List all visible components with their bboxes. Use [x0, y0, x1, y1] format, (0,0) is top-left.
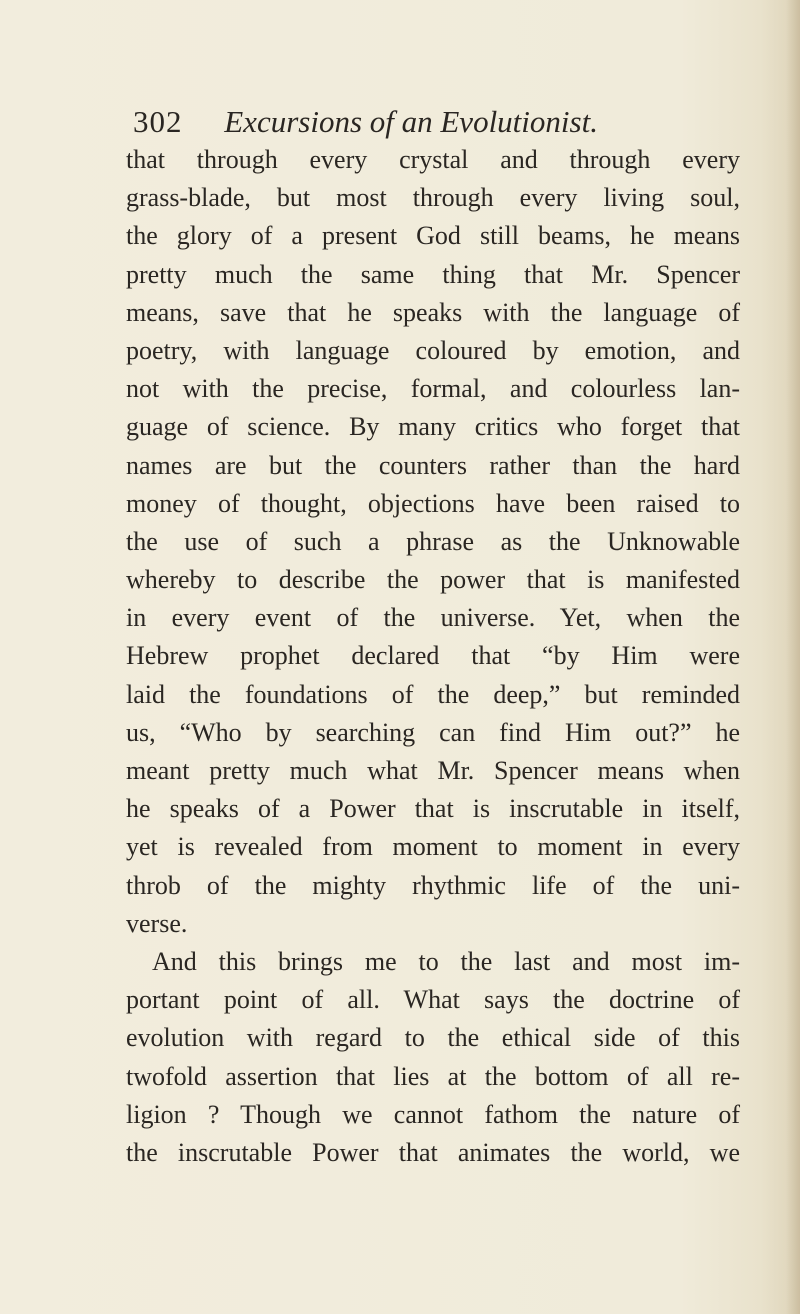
page-number: 302 — [133, 104, 183, 139]
text-line: yet is revealed from moment to moment in every — [126, 832, 740, 862]
text-line: grass-blade, but most through every living soul, — [126, 183, 740, 213]
text-line: the inscrutable Power that animates the world, we — [126, 1137, 740, 1167]
running-head — [133, 102, 733, 142]
text-line: twofold assertion that lies at the bottom of all re- — [126, 1061, 740, 1091]
text-line: And this brings me to the last and most im- — [152, 946, 740, 976]
text-line: us, “Who by searching can find Him out?” he — [126, 717, 740, 747]
text-line: means, save that he speaks with the language of — [126, 297, 740, 327]
text-line: the use of such a phrase as the Unknowable — [126, 526, 740, 556]
page-edge-shadow — [786, 0, 800, 1314]
text-line: he speaks of a Power that is inscrutable in itself, — [126, 794, 740, 824]
text-line: evolution with regard to the ethical side of this — [126, 1023, 740, 1053]
text-line: money of thought, objections have been raised to — [126, 488, 740, 518]
body-text — [126, 141, 740, 1172]
text-line: in every event of the universe. Yet, when the — [126, 603, 740, 633]
text-line: portant point of all. What says the doctrine of — [126, 985, 740, 1015]
text-line: poetry, with language coloured by emotion, and — [126, 335, 740, 365]
text-line: pretty much the same thing that Mr. Spencer — [126, 259, 740, 289]
text-line: the glory of a present God still beams, he means — [126, 221, 740, 251]
text-line: guage of science. By many critics who forget that — [126, 412, 740, 442]
text-line: whereby to describe the power that is manifested — [126, 565, 740, 595]
text-line: verse. — [126, 908, 188, 938]
text-line: ligion ? Though we cannot fathom the nature of — [126, 1099, 740, 1129]
text-line: meant pretty much what Mr. Spencer means when — [126, 756, 740, 785]
text-line: laid the foundations of the deep,” but reminded — [126, 679, 740, 709]
text-line: names are but the counters rather than the hard — [126, 450, 740, 480]
text-line: Hebrew prophet declared that “by Him were — [126, 641, 740, 671]
running-title: Excursions of an Evolutionist. — [224, 104, 598, 139]
text-line: that through every crystal and through every — [126, 145, 740, 174]
text-line: not with the precise, formal, and colourless lan- — [126, 374, 740, 404]
text-line: throb of the mighty rhythmic life of the uni- — [126, 870, 740, 900]
